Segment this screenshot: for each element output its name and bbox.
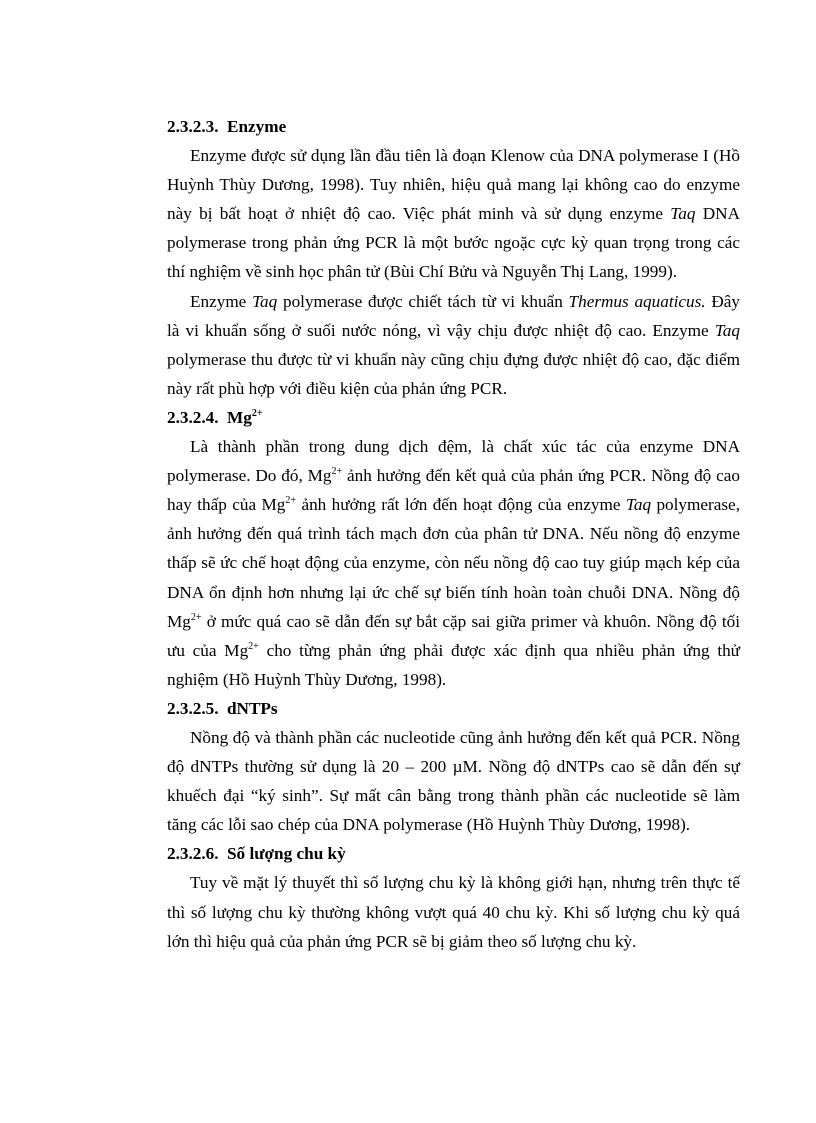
italic-term: Taq [714,320,740,340]
text-run: polymerase thu được từ vi khuẩn này cũng chịu đựng được nhiệt độ cao, đặc điểm này rất phù hợp với điều kiện của phản ứng PCR. [167,349,740,398]
section-number: 2.3.2.6. [167,844,219,864]
text-run: DNA polymerase trong phản ứng PCR là một bước ngoặc cực kỳ quan trọng trong các thí nghiệm về sinh học phân tử (Bùi Chí Bửu và Nguyễn Thị Lang, 1999). [167,204,740,282]
italic-term: Thermus aquaticus. [568,291,706,311]
document-page [167,112,740,956]
text-run: Enzyme được sử dụng lần đầu tiên là đoạn Klenow của DNA polymerase I (Hồ Huỳnh Thùy Dương, 1998). Tuy nhiên, hiệu quả mang lại không cao do enzyme này bị bất hoạt ở nhiệt độ cao. Việc phát minh và sử dụng enzyme [167,146,740,224]
text-run: ở mức quá cao sẽ dẫn đến sự bắt cặp sai giữa primer và khuôn. Nồng độ tối ưu của Mg [167,611,740,660]
section-title: Số lượng chu kỳ [227,844,346,864]
section-number: 2.3.2.5. [167,698,219,718]
text-run: polymerase được chiết tách từ vi khuẩn [277,291,569,311]
text-run: Là thành phần trong dung dịch đệm, là chất xúc tác của enzyme DNA polymerase. Do đó, Mg [167,437,740,486]
section-title: dNTPs [227,698,278,718]
section-number: 2.3.2.4. [167,407,219,427]
text-run: cho từng phản ứng phải được xác định qua nhiều phản ứng thử nghiệm (Hồ Huỳnh Thùy Dương, 1998). [167,640,740,689]
section-mg2 [167,403,740,694]
paragraph [167,287,740,403]
text-run: ảnh hưởng đến kết quả của phản ứng PCR. Nồng độ cao hay thấp của Mg [167,466,740,515]
superscript: 2+ [190,611,202,623]
section-title-superscript: 2+ [251,407,263,419]
section-enzyme [167,112,740,403]
text-run: polymerase, ảnh hưởng đến quá trình tách mạch đơn của phân tử DNA. Nếu nồng độ enzyme thấp sẽ ức chế hoạt động của enzyme, còn nếu nồng độ cao tuy giúp mạch kép của DNA ổn định hơn nhưng lại ức chế sự biến tính hoàn toàn chuỗi DNA. Nồng độ Mg [167,495,740,631]
text-run: Nồng độ và thành phần các nucleotide cũng ảnh hưởng đến kết quả PCR. Nồng độ dNTPs thường sử dụng là 20 – 200 µM. Nồng độ dNTPs cao sẽ dẫn đến sự khuếch đại “ký sinh”. Sự mất cân bằng trong thành phần các nucleotide sẽ làm tăng các lỗi sao chép của DNA polymerase (Hồ Huỳnh Thùy Dương, 1998). [167,727,740,835]
section-title: Mg [227,407,252,427]
section-heading [167,112,740,141]
italic-term: Taq [670,204,696,224]
paragraph [167,432,740,694]
paragraph [167,141,740,286]
section-heading [167,694,740,723]
text-run: ảnh hưởng rất lớn đến hoạt động của enzyme [296,495,626,515]
paragraph [167,868,740,955]
text-run: Đây là vi khuẩn sống ở suối nước nóng, vì vậy chịu được nhiệt độ cao. Enzyme [167,291,740,340]
superscript: 2+ [248,640,259,652]
superscript: 2+ [331,466,343,478]
section-heading [167,839,740,868]
section-heading [167,403,740,432]
italic-term: Taq [252,291,278,311]
paragraph [167,723,740,839]
section-title: Enzyme [227,117,287,136]
section-dntps [167,694,740,839]
text-run: Enzyme [190,291,253,311]
section-cycle-count [167,839,740,955]
text-run: Tuy về mặt lý thuyết thì số lượng chu kỳ là không giới hạn, nhưng trên thực tế thì số lượng chu kỳ thường không vượt quá 40 chu kỳ. Khi số lượng chu kỳ quá lớn thì hiệu quả của phản ứng PCR sẽ bị giảm theo số lượng chu kỳ. [167,873,740,951]
italic-term: Taq [625,495,652,515]
superscript: 2+ [285,495,297,507]
section-number: 2.3.2.3. [167,117,219,136]
